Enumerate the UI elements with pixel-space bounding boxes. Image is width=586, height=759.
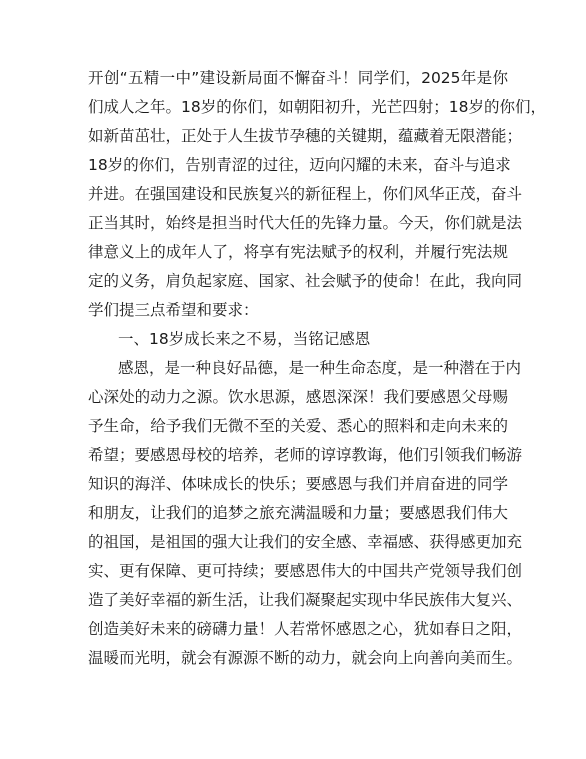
- paragraph-line: 律意义上的成年人了，将享有宪法赋予的权利，并履行宪法规: [88, 243, 508, 261]
- paragraph-line: 予生命，给予我们无微不至的关爱、悉心的照料和走向未来的: [88, 417, 508, 435]
- paragraph-line: 并进。在强国建设和民族复兴的新征程上，你们风华正茂，奋斗: [88, 185, 523, 203]
- paragraph-line: 定的义务，肩负起家庭、国家、社会赋予的使命！在此，我向同: [88, 272, 523, 290]
- paragraph-line: 18岁的你们，告别青涩的过往，迈向闪耀的未来，奋斗与追求: [88, 156, 511, 174]
- paragraph-line: 正当其时，始终是担当时代大任的先锋力量。今天，你们就是法: [88, 214, 523, 232]
- paragraph-line: 学们提三点希望和要求：: [88, 301, 259, 319]
- paragraph-line: 的祖国，是祖国的强大让我们的安全感、幸福感、获得感更加充: [88, 533, 523, 551]
- paragraph-line: 开创“五精一中”建设新局面不懈奋斗！同学们，2025年是你: [88, 69, 508, 87]
- paragraph-line: 感恩，是一种良好品德，是一种生命态度，是一种潜在于内: [118, 359, 522, 377]
- paragraph-line: 实、更有保障、更可持续；要感恩伟大的中国共产党领导我们创: [88, 562, 523, 580]
- paragraph-line: 创造美好未来的磅礴力量！人若常怀感恩之心，犹如春日之阳，: [88, 620, 523, 638]
- paragraph-line: 温暖而光明，就会有源源不断的动力，就会向上向善向美而生。: [88, 649, 523, 667]
- paragraph-line: 心深处的动力之源。饮水思源，感恩深深！我们要感恩父母赐: [88, 388, 508, 406]
- paragraph-line: 们成人之年。18岁的你们，如朝阳初升，光芒四射；18岁的你们，: [88, 98, 546, 116]
- paragraph-line: 造了美好幸福的新生活，让我们凝聚起实现中华民族伟大复兴、: [88, 591, 523, 609]
- paragraph-line: 知识的海洋、体味成长的快乐；要感恩与我们并肩奋进的同学: [88, 475, 508, 493]
- paragraph-line: 和朋友，让我们的追梦之旅充满温暖和力量；要感恩我们伟大: [88, 504, 508, 522]
- paragraph-line: 希望；要感恩母校的培养，老师的谆谆教诲，他们引领我们畅游: [88, 446, 523, 464]
- paragraph-line: 如新苗茁壮，正处于人生拔节孕穗的关键期，蕴藏着无限潜能；: [88, 127, 523, 145]
- section-heading: 一、18岁成长来之不易，当铭记感恩: [118, 330, 371, 348]
